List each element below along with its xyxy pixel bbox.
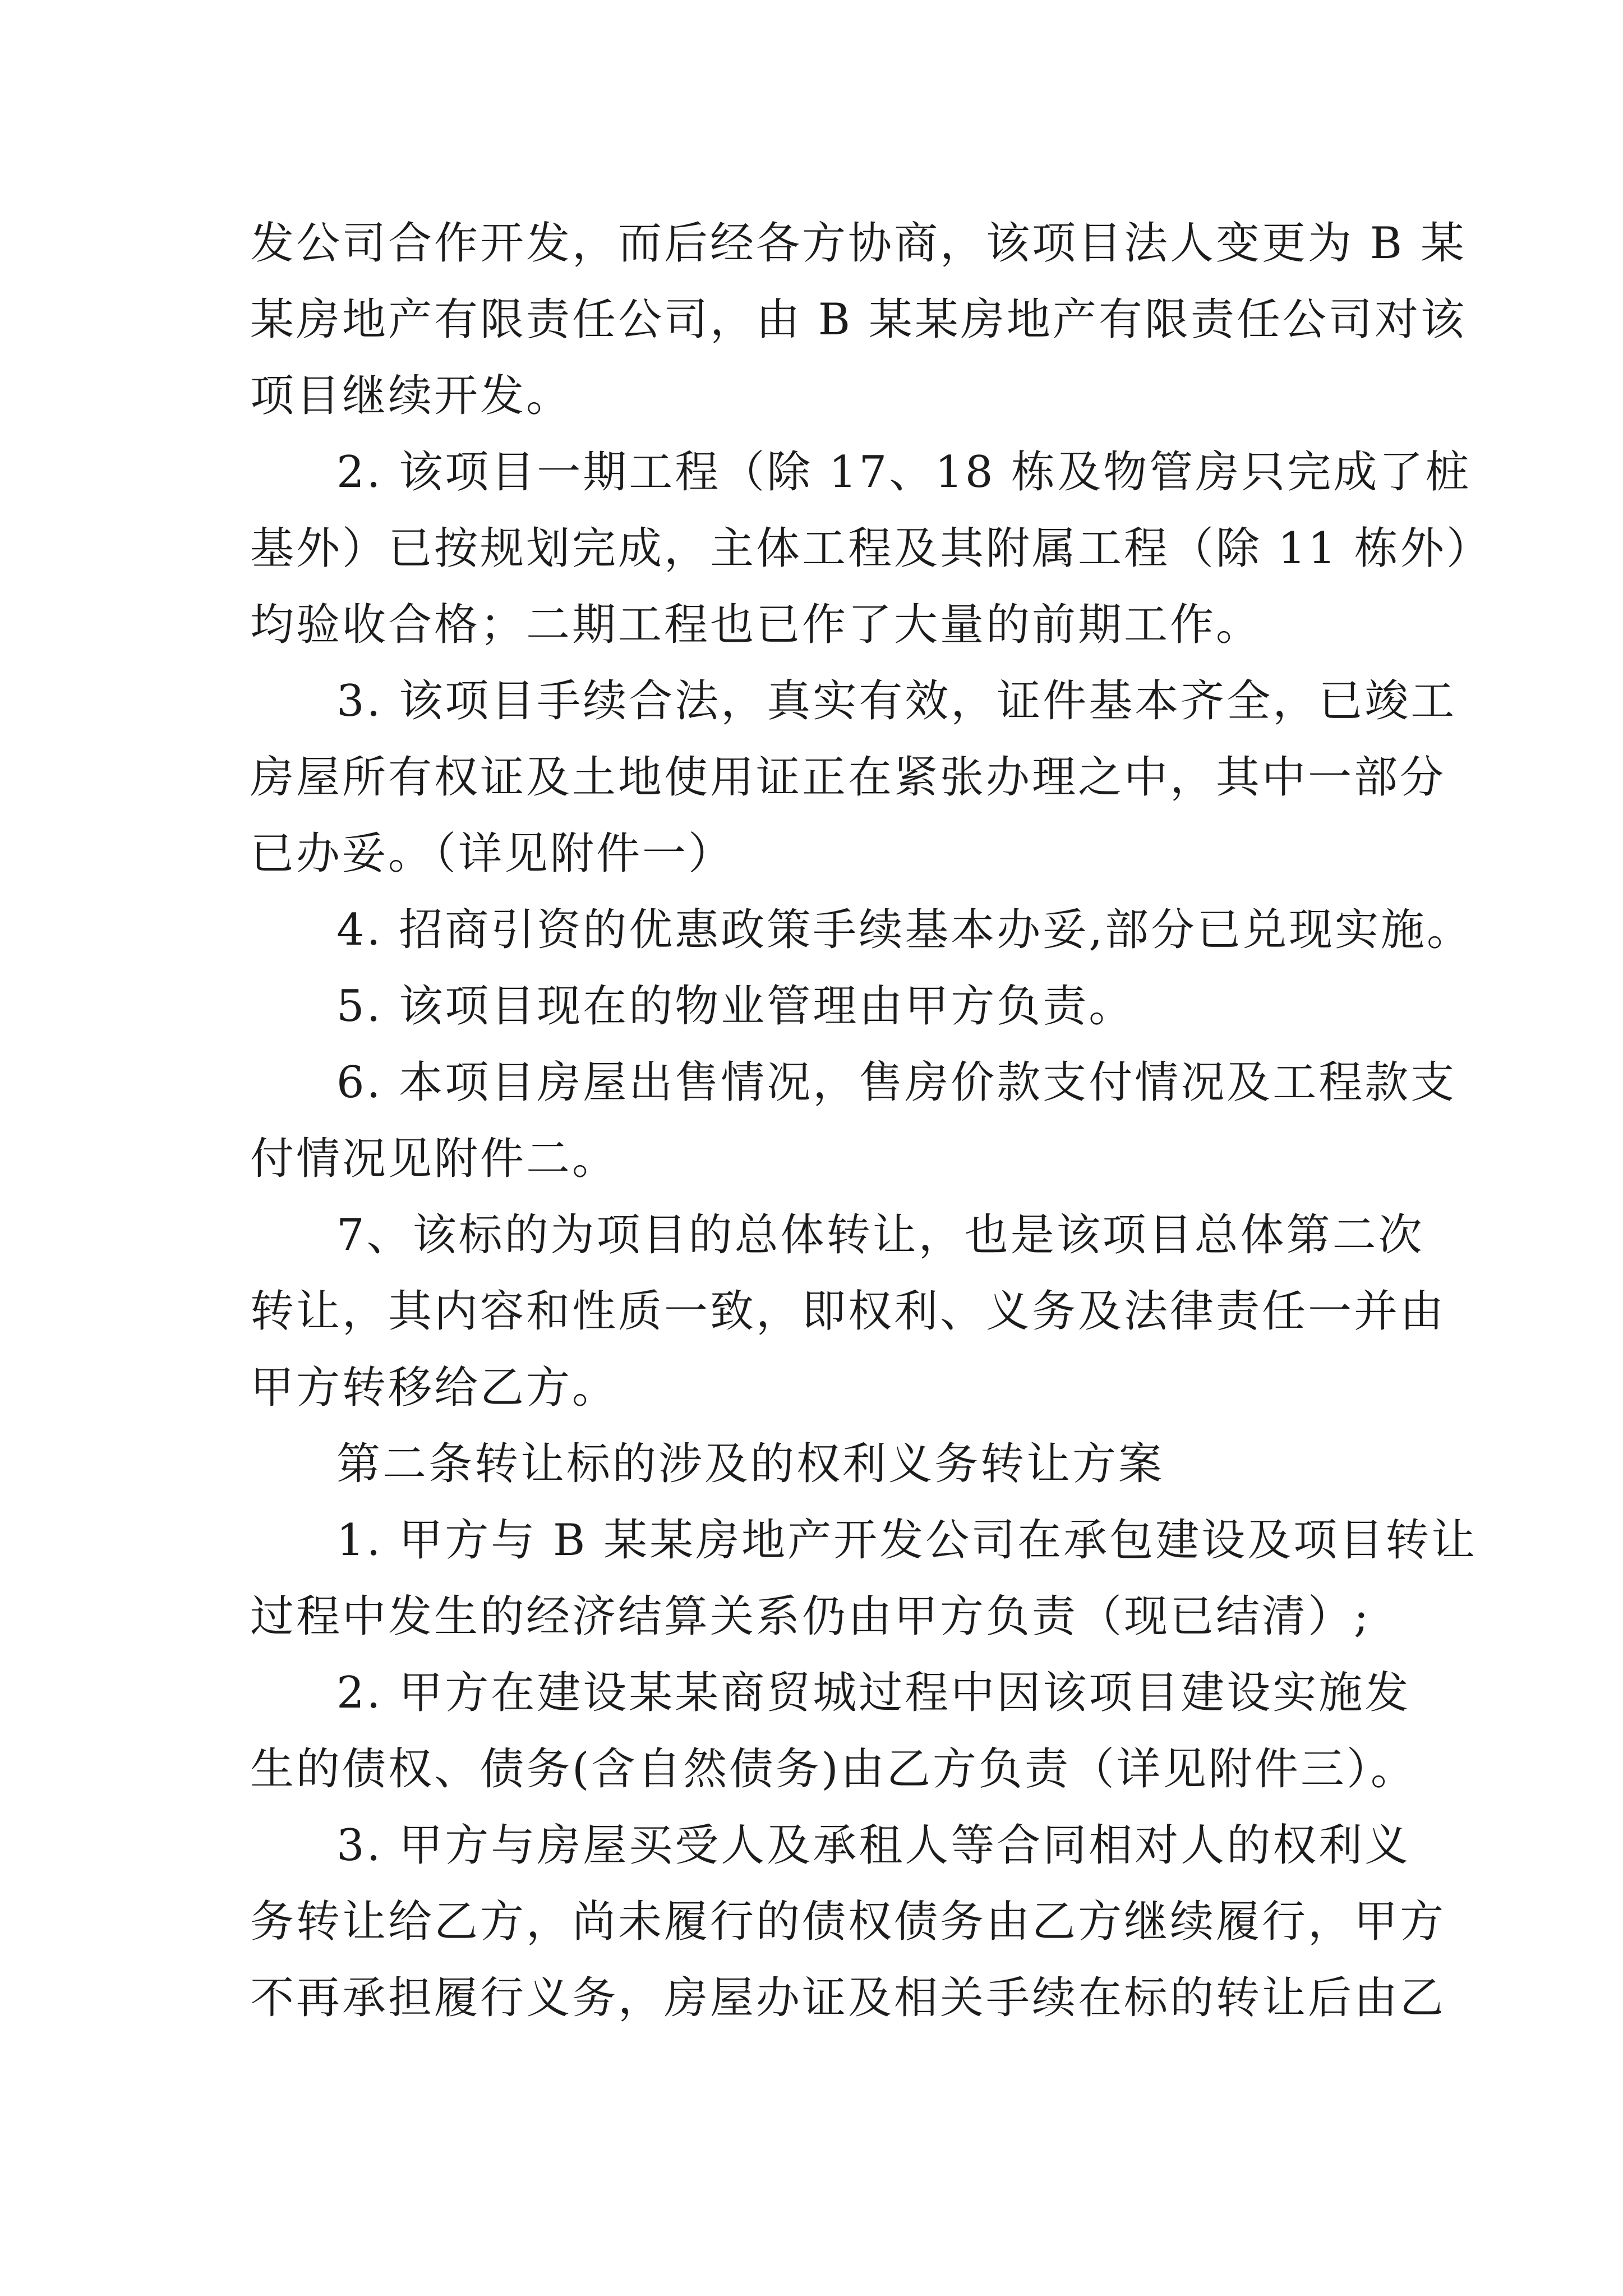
text-line: 付情况见附件二。 <box>250 1134 619 1184</box>
text-line: 某房地产有限责任公司，由 B 某某房地产有限责任公司对该 <box>250 295 1467 345</box>
text-line: 2. 该项目一期工程（除 17、18 栋及物管房只完成了桩 <box>336 447 1472 498</box>
text-line: 过程中发生的经济结算关系仍由甲方负责（现已结清）; <box>250 1591 1371 1642</box>
text-line: 2. 甲方在建设某某商贸城过程中因该项目建设实施发 <box>336 1668 1411 1718</box>
text-line: 均验收合格；二期工程也已作了大量的前期工作。 <box>250 600 1262 650</box>
text-line: 3. 甲方与房屋买受人及承租人等合同相对人的权利义 <box>336 1820 1411 1871</box>
text-line: 已办妥。（详见附件一） <box>250 829 735 879</box>
text-line: 5. 该项目现在的物业管理由甲方负责。 <box>336 981 1135 1032</box>
text-line: 甲方转移给乙方。 <box>250 1363 619 1413</box>
text-line: 4. 招商引资的优惠政策手续基本办妥,部分已兑现实施。 <box>336 905 1473 955</box>
text-line: 转让，其内容和性质一致，即权利、义务及法律责任一并由 <box>250 1286 1446 1337</box>
text-line: 发公司合作开发，而后经各方协商，该项目法人变更为 B 某 <box>250 218 1467 269</box>
text-line: 1. 甲方与 B 某某房地产开发公司在承包建设及项目转让 <box>336 1515 1478 1566</box>
text-line: 生的债权、债务(含自然债务)由乙方负责（详见附件三）。 <box>250 1744 1417 1795</box>
text-line: 房屋所有权证及土地使用证正在紧张办理之中，其中一部分 <box>250 752 1446 803</box>
text-line: 7、该标的为项目的总体转让，也是该项目总体第二次 <box>336 1210 1424 1260</box>
text-line: 务转让给乙方，尚未履行的债权债务由乙方继续履行，甲方 <box>250 1897 1446 1947</box>
text-line: 3. 该项目手续合法，真实有效，证件基本齐全，已竣工 <box>336 676 1457 726</box>
text-line: 基外）已按规划完成，主体工程及其附属工程（除 11 栋外） <box>250 523 1492 574</box>
text-line: 6. 本项目房屋出售情况，售房价款支付情况及工程款支 <box>336 1057 1457 1108</box>
text-line: 项目继续开发。 <box>250 371 573 421</box>
section-heading: 第二条转让标的涉及的权利义务转让方案 <box>336 1439 1165 1489</box>
text-line: 不再承担履行义务，房屋办证及相关手续在标的转让后由乙 <box>250 1973 1446 2023</box>
